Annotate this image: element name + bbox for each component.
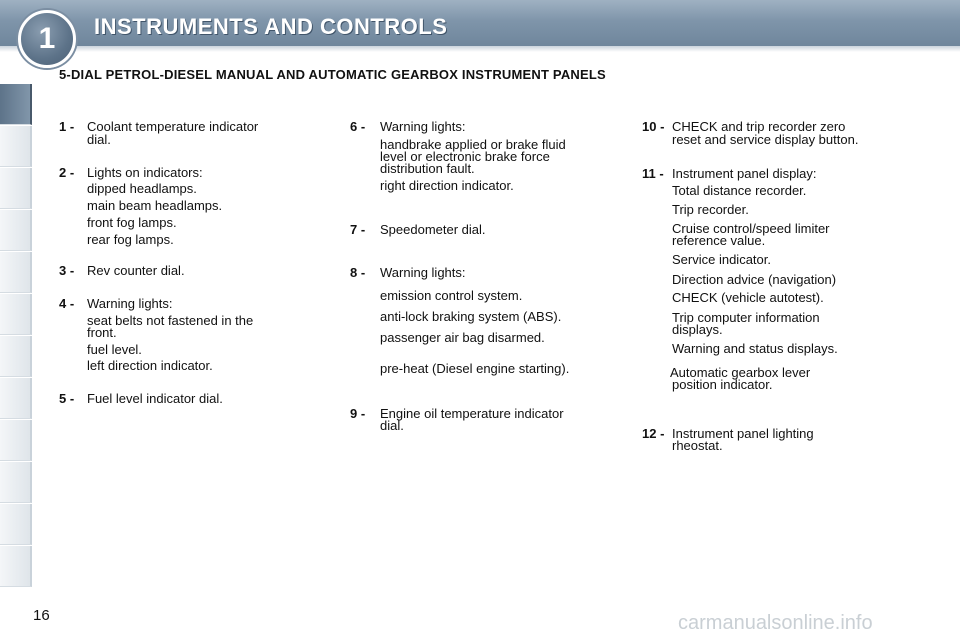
item-text: Service indicator.: [672, 252, 771, 267]
item-text: pre-heat (Diesel engine starting).: [380, 361, 570, 376]
chapter-tab[interactable]: [0, 126, 32, 167]
chapter-tab[interactable]: [0, 546, 32, 587]
item-text: level or electronic brake force: [380, 149, 550, 164]
header-strip: [0, 46, 960, 52]
item-text: Total distance recorder.: [672, 183, 807, 198]
item-text: Warning lights:: [380, 265, 466, 280]
chapter-tab[interactable]: [0, 252, 32, 293]
item-text: reset and service display button.: [672, 132, 859, 147]
chapter-tab[interactable]: [0, 336, 32, 377]
item-text: CHECK and trip recorder zero: [672, 119, 846, 134]
page-number: 16: [33, 607, 50, 624]
item-text: Automatic gearbox lever: [670, 365, 811, 380]
item-number: 8 -: [350, 265, 366, 280]
item-number: 9 -: [350, 406, 366, 421]
item-number: 6 -: [350, 119, 366, 134]
item-number: 4 -: [59, 296, 75, 311]
item-text: emission control system.: [380, 288, 523, 303]
item-number: 7 -: [350, 222, 366, 237]
item-number: 10 -: [642, 119, 665, 134]
item-text: displays.: [672, 322, 723, 337]
item-text: front.: [87, 325, 117, 340]
chapter-tab[interactable]: [0, 420, 32, 461]
item-text: rear fog lamps.: [87, 232, 174, 247]
item-text: front fog lamps.: [87, 215, 177, 230]
item-text: Warning lights:: [380, 119, 466, 134]
item-text: CHECK (vehicle autotest).: [672, 290, 824, 305]
item-text: Instrument panel display:: [672, 166, 817, 181]
section-heading: 5-DIAL PETROL-DIESEL MANUAL AND AUTOMATIC GEARBOX INSTRUMENT PANELS: [59, 67, 606, 82]
item-text: anti-lock braking system (ABS).: [380, 309, 562, 324]
page-title: INSTRUMENTS AND CONTROLS: [94, 14, 448, 39]
item-text: handbrake applied or brake fluid: [380, 137, 566, 152]
item-text: position indicator.: [672, 377, 773, 392]
chapter-tab[interactable]: [0, 168, 32, 209]
chapter-tab[interactable]: [0, 504, 32, 545]
chapter-tabs: [0, 64, 34, 576]
item-text: Engine oil temperature indicator: [380, 406, 564, 421]
chapter-tab[interactable]: [0, 378, 32, 419]
item-number: 11 -: [642, 166, 664, 181]
item-text: Cruise control/speed limiter: [672, 221, 830, 236]
chapter-badge: [18, 10, 76, 68]
item-number: 1 -: [59, 119, 75, 134]
item-text: Trip computer information: [672, 310, 820, 325]
chapter-number: 1: [38, 22, 56, 55]
item-number: 2 -: [59, 165, 75, 180]
item-text: Lights on indicators:: [87, 165, 203, 180]
item-text: rheostat.: [672, 438, 723, 453]
item-text: Direction advice (navigation): [672, 272, 837, 287]
item-text: dial.: [87, 132, 111, 147]
item-text: main beam headlamps.: [87, 198, 223, 213]
item-text: left direction indicator.: [87, 358, 213, 373]
item-number: 12 -: [642, 426, 665, 441]
item-text: Trip recorder.: [672, 202, 749, 217]
item-text: Speedometer dial.: [380, 222, 486, 237]
item-number: 3 -: [59, 263, 75, 278]
item-text: reference value.: [672, 233, 766, 248]
item-text: right direction indicator.: [380, 178, 514, 193]
chapter-tab[interactable]: [0, 294, 32, 335]
item-text: dial.: [380, 418, 404, 433]
item-text: fuel level.: [87, 342, 142, 357]
chapter-tab[interactable]: [0, 210, 32, 251]
item-text: Fuel level indicator dial.: [87, 391, 223, 406]
item-number: 5 -: [59, 391, 75, 406]
item-text: distribution fault.: [380, 161, 475, 176]
item-text: Instrument panel lighting: [672, 426, 814, 441]
item-text: Warning and status displays.: [672, 341, 838, 356]
item-text: Warning lights:: [87, 296, 173, 311]
item-text: dipped headlamps.: [87, 181, 197, 196]
item-text: seat belts not fastened in the: [87, 313, 254, 328]
chapter-tab-active[interactable]: [0, 84, 32, 125]
item-text: passenger air bag disarmed.: [380, 330, 545, 345]
watermark-text: carmanualsonline.info: [678, 612, 873, 634]
chapter-tab[interactable]: [0, 462, 32, 503]
item-text: Coolant temperature indicator: [87, 119, 259, 134]
item-text: Rev counter dial.: [87, 263, 185, 278]
